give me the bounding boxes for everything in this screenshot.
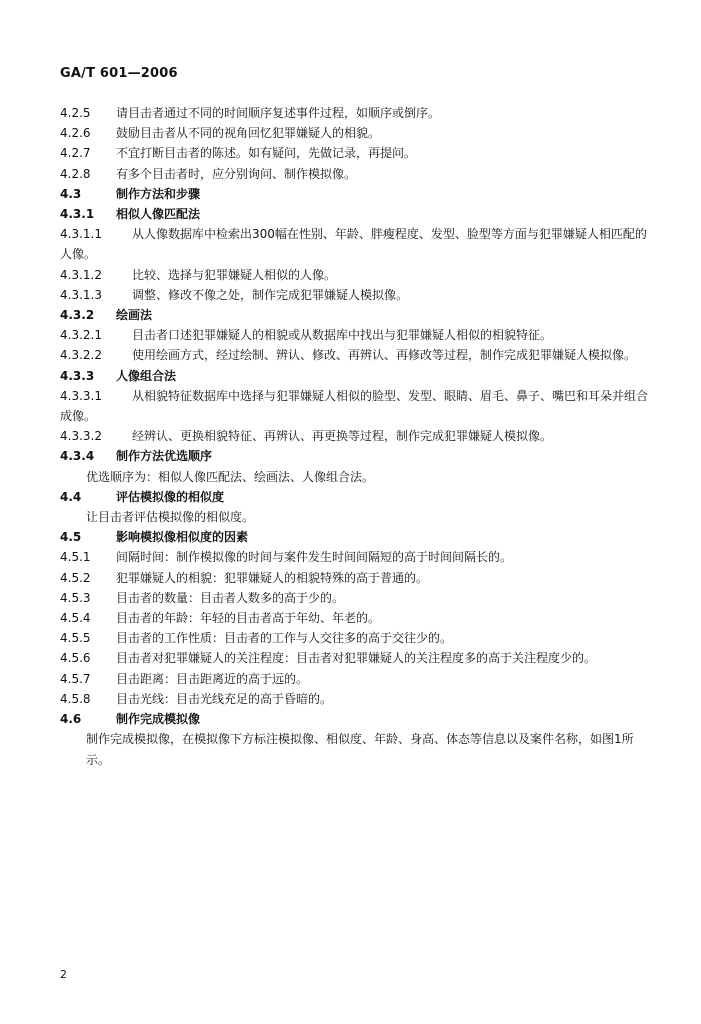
section-heading-4-5: 4.5 影响模拟像相似度的因素 <box>60 530 249 545</box>
clause-4-3-1-3: 4.3.1.3 调整、修改不像之处，制作完成犯罪嫌疑人模拟像。 <box>60 287 409 302</box>
subsection-heading-4-3-3: 4.3.3 人像组合法 <box>60 368 177 383</box>
standard-code: GA/T 601—2006 <box>60 66 178 81</box>
clause-4-3-1-2: 4.3.1.2 比较、选择与犯罪嫌疑人相似的人像。 <box>60 267 337 282</box>
clause-4-3-2-2: 4.3.2.2 使用绘画方式，经过绘制、辨认、修改、再辨认、再修改等过程，制作完成犯罪嫌疑人模拟像。 <box>60 348 637 363</box>
clause-4-5-1: 4.5.1 间隔时间：制作模拟像的时间与案件发生时间间隔短的高于时间间隔长的。 <box>60 550 513 565</box>
section-heading-4-6: 4.6 制作完成模拟像 <box>60 712 201 727</box>
page-number: 2 <box>60 968 67 981</box>
subsection-heading-4-3-1: 4.3.1 相似人像匹配法 <box>60 207 201 222</box>
clause-4-3-3-2: 4.3.3.2 经辨认、更换相貌特征、再辨认、再更换等过程，制作完成犯罪嫌疑人模拟像。 <box>60 429 553 444</box>
section-heading-4-4: 4.4 评估模拟像的相似度 <box>60 489 225 504</box>
clause-4-3-2-1: 4.3.2.1 目击者口述犯罪嫌疑人的相貌或从数据库中找出与犯罪嫌疑人相似的相貌特征。 <box>60 328 553 343</box>
clause-4-5-8: 4.5.8 目击光线：目击光线充足的高于昏暗的。 <box>60 691 333 706</box>
document-body <box>60 103 654 770</box>
subsection-heading-4-3-4: 4.3.4 制作方法优选顺序 <box>60 449 213 464</box>
paragraph-complete-composite: 制作完成模拟像，在模拟像下方标注模拟像、相似度、年龄、身高、体态等信息以及案件名称，如图1所示。 <box>86 732 634 767</box>
section-heading-4-3: 4.3 制作方法和步骤 <box>60 186 201 201</box>
clause-4-5-2: 4.5.2 犯罪嫌疑人的相貌：犯罪嫌疑人的相貌特殊的高于普通的。 <box>60 570 429 585</box>
clause-4-5-7: 4.5.7 目击距离：目击距离近的高于远的。 <box>60 671 309 686</box>
clause-4-2-8: 4.2.8 有多个目击者时，应分别询问、制作模拟像。 <box>60 166 357 181</box>
clause-4-2-6: 4.2.6 鼓励目击者从不同的视角回忆犯罪嫌疑人的相貌。 <box>60 126 381 141</box>
paragraph-evaluate-similarity: 让目击者评估模拟像的相似度。 <box>86 510 255 525</box>
clause-4-3-3-1: 4.3.3.1 从相貌特征数据库中选择与犯罪嫌疑人相似的脸型、发型、眼睛、眉毛、鼻子、嘴巴和耳朵并组合成像。 <box>60 388 649 424</box>
clause-4-5-3: 4.5.3 目击者的数量：目击者人数多的高于少的。 <box>60 590 345 605</box>
subsection-heading-4-3-2: 4.3.2 绘画法 <box>60 308 153 323</box>
clause-4-5-4: 4.5.4 目击者的年龄：年轻的目击者高于年幼、年老的。 <box>60 611 381 626</box>
clause-4-5-6: 4.5.6 目击者对犯罪嫌疑人的关注程度：目击者对犯罪嫌疑人的关注程度多的高于关注程度少的。 <box>60 651 597 666</box>
clause-4-3-1-1: 4.3.1.1 从人像数据库中检索出300幅在性别、年龄、胖瘦程度、发型、脸型等方面与犯罪嫌疑人相匹配的人像。 <box>60 227 647 262</box>
clause-4-2-5: 4.2.5 请目击者通过不同的时间顺序复述事件过程，如顺序或倒序。 <box>60 106 441 120</box>
clause-4-5-5: 4.5.5 目击者的工作性质：目击者的工作与人交往多的高于交往少的。 <box>60 631 453 646</box>
paragraph-priority-order: 优选顺序为：相似人像匹配法、绘画法、人像组合法。 <box>86 469 375 484</box>
clause-4-2-7: 4.2.7 不宜打断目击者的陈述。如有疑问，先做记录，再提问。 <box>60 146 417 161</box>
